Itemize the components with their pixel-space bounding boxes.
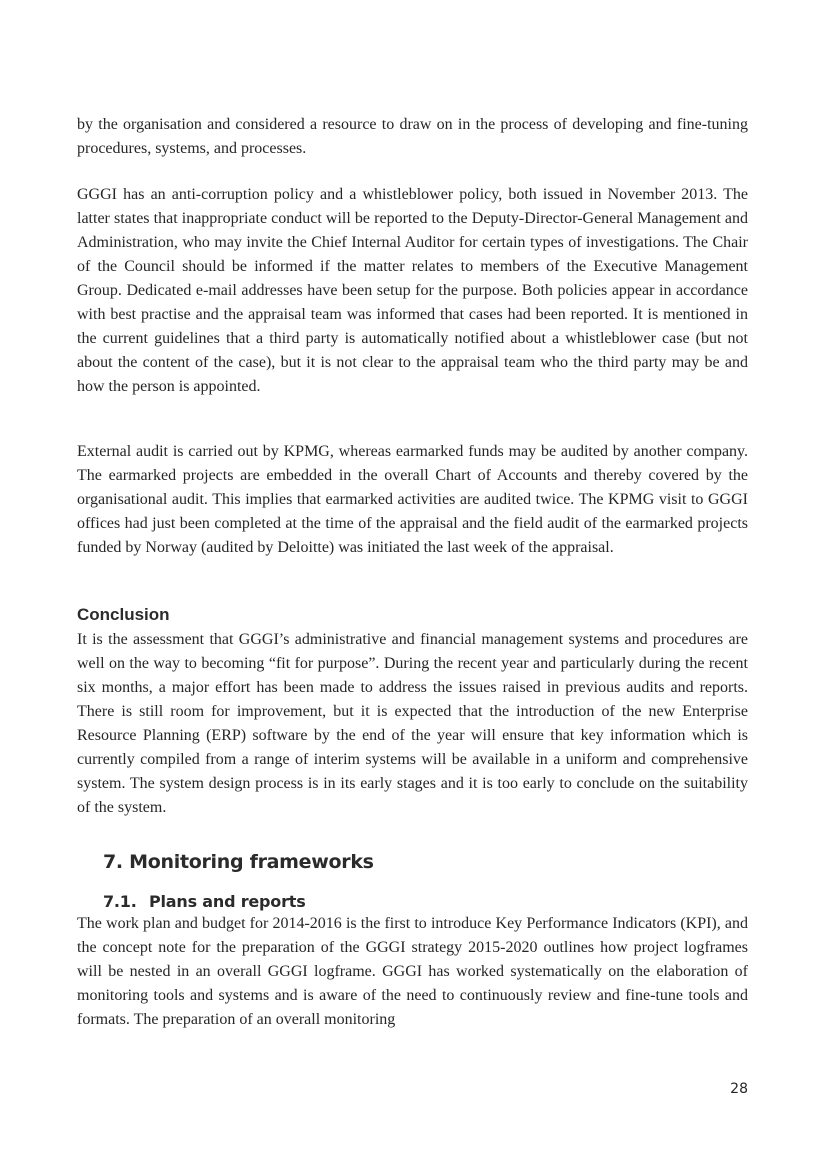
page-number: 28 xyxy=(730,1081,748,1097)
paragraph-plans-and-reports: The work plan and budget for 2014-2016 is the first to introduce Key Performance Indicators (KPI), and the concept note for the preparation of the GGGI strategy 2015-2020 outlines how project logframes will be nested in an overall GGGI logframe. GGGI has worked systematically on the elaboration of monitoring tools and systems and is aware of the need to continuously review and fine-tune tools and formats. The preparation of an overall monitoring xyxy=(77,915,748,1028)
paragraph-conclusion: It is the assessment that GGGI’s administrative and financial management systems and procedures are well on the way to becoming “fit for purpose”. During the recent year and particularly during the recent six months, a major effort has been made to address the issues raised in previous audits and reports. There is still room for improvement, but it is expected that the introduction of the new Enterprise Resource Planning (ERP) software by the end of the year will ensure that key information which is currently compiled from a range of interim systems will be available in a uniform and comprehensive system. The system design process is in its early stages and it is too early to conclude on the suitability of the system. xyxy=(77,631,748,816)
subsection-number: 7.1. xyxy=(103,892,137,911)
section-heading: 7. Monitoring frameworks xyxy=(103,851,374,873)
subsection-title: Plans and reports xyxy=(149,892,306,911)
paragraph-whistleblower-policy: GGGI has an anti-corruption policy and a whistleblower policy, both issued in November 2013. The latter states that inappropriate conduct will be reported to the Deputy-Director-General Management and Administration, who may invite the Chief Internal Auditor for certain types of investigations. The Chair of the Council should be informed if the matter relates to members of the Executive Management Group. Dedicated e-mail addresses have been setup for the purpose. Both policies appear in accordance with best practise and the appraisal team was informed that cases had been reported. It is mentioned in the current guidelines that a third party is automatically notified about a whistleblower case (but not about the content of the case), but it is not clear to the appraisal team who the third party may be and how the person is appointed. xyxy=(77,186,748,395)
conclusion-heading: Conclusion xyxy=(77,605,170,624)
paragraph-organisation-resource: by the organisation and considered a resource to draw on in the process of developing and fine-tuning procedures, systems, and processes. xyxy=(77,116,748,157)
subsection-heading xyxy=(103,890,306,914)
paragraph-external-audit: External audit is carried out by KPMG, whereas earmarked funds may be audited by another company. The earmarked projects are embedded in the overall Chart of Accounts and thereby covered by the organisational audit. This implies that earmarked activities are audited twice. The KPMG visit to GGGI offices had just been completed at the time of the appraisal and the field audit of the earmarked projects funded by Norway (audited by Deloitte) was initiated the last week of the appraisal. xyxy=(77,443,748,556)
